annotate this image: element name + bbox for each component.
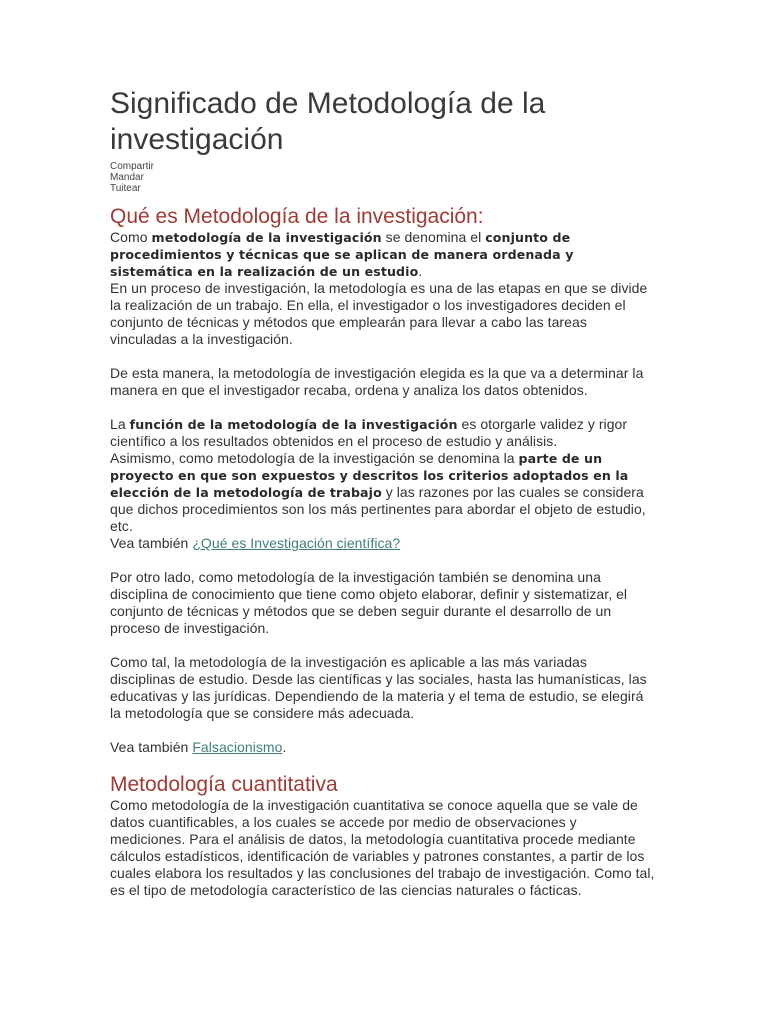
paragraph-como-tal: Como tal, la metodología de la investigación es aplicable a las más variadas disciplinas de estudio. Desde las científicas y las sociales, hasta las humanísticas, las educativas y las jurídicas. Dependiendo de la materia y el tema de estudio, se elegirá la metodología que se considere más adecuada.: [110, 654, 647, 721]
text: Asimismo, como metodología de la investigación se denomina la: [110, 450, 519, 466]
link-investigacion-cientifica[interactable]: ¿Qué es Investigación científica?: [192, 535, 401, 551]
section-heading-que-es: Qué es Metodología de la investigación:: [110, 205, 484, 228]
paragraph-asimismo: [110, 450, 655, 535]
paragraph-manera: De esta manera, la metodología de investigación elegida es la que va a determinar la manera en que el investigador recaba, ordena y analiza los datos obtenidos.: [110, 365, 644, 398]
text: .: [282, 739, 287, 755]
paragraph-definition: [110, 229, 655, 280]
paragraph-otro-lado: Por otro lado, como metodología de la investigación también se denomina una disciplina de conocimiento que tiene como objeto elaborar, definir y sistematizar, el conjunto de técnicas y métodos que se deben seguir durante el desarrollo de un proceso de investigación.: [110, 569, 628, 636]
bold-text: conjunto de procedimientos y técnicas que se aplican de manera ordenada y sistemática en la realización de un estudio: [110, 230, 574, 279]
share-links: [110, 161, 655, 194]
text: es otorgarle validez y rigor científico a los resultados obtenidos en el proceso de estudio y análisis.: [110, 416, 628, 449]
see-also-prefix: Vea también: [110, 739, 193, 755]
text: .: [418, 263, 423, 279]
see-also-investigacion: [110, 535, 655, 552]
text: La: [110, 416, 130, 432]
paragraph-process: En un proceso de investigación, la metodología es una de las etapas en que se divide la realización de un trabajo. En ella, el investigador o los investigadores deciden el conjunto de técnicas y métodos que emplearán para llevar a cabo las tareas vinculadas a la investigación.: [110, 280, 648, 347]
text: y las razones por las cuales se considera que dichos procedimientos son los más pertinentes para abordar el objeto de estudio, etc.: [110, 484, 646, 534]
text: Como: [110, 229, 152, 245]
bold-text: metodología de la investigación: [151, 230, 382, 245]
bold-text: parte de un proyecto en que son expuestos y descritos los criterios adoptados en la elección de la metodología de trabajo: [110, 451, 629, 500]
share-compartir-link[interactable]: Compartir: [110, 161, 154, 172]
see-also-prefix: Vea también: [110, 535, 193, 551]
paragraph-funcion: [110, 416, 655, 450]
bold-text: función de la metodología de la investigación: [129, 417, 458, 432]
paragraph-cuantitativa: Como metodología de la investigación cuantitativa se conoce aquella que se vale de datos cuantificables, a los cuales se accede por medio de observaciones y mediciones. Para el análisis de datos, la metodología cuantitativa procede mediante cálculos estadísticos, identificación de variables y patrones constantes, a partir de los cuales elabora los resultados y las conclusiones del trabajo de investigación. Como tal, es el tipo de metodología característico de las ciencias naturales o fácticas.: [110, 797, 655, 898]
share-mandar-link[interactable]: Mandar: [110, 172, 144, 183]
see-also-falsacionismo: [110, 739, 655, 756]
link-falsacionismo[interactable]: Falsacionismo: [192, 739, 283, 755]
text: se denomina el: [381, 229, 486, 245]
section-heading-cuantitativa: Metodología cuantitativa: [110, 773, 338, 796]
article: [110, 86, 655, 899]
page-title: Significado de Metodología de la investigación: [110, 87, 546, 156]
share-tuitear-link[interactable]: Tuitear: [110, 183, 141, 194]
